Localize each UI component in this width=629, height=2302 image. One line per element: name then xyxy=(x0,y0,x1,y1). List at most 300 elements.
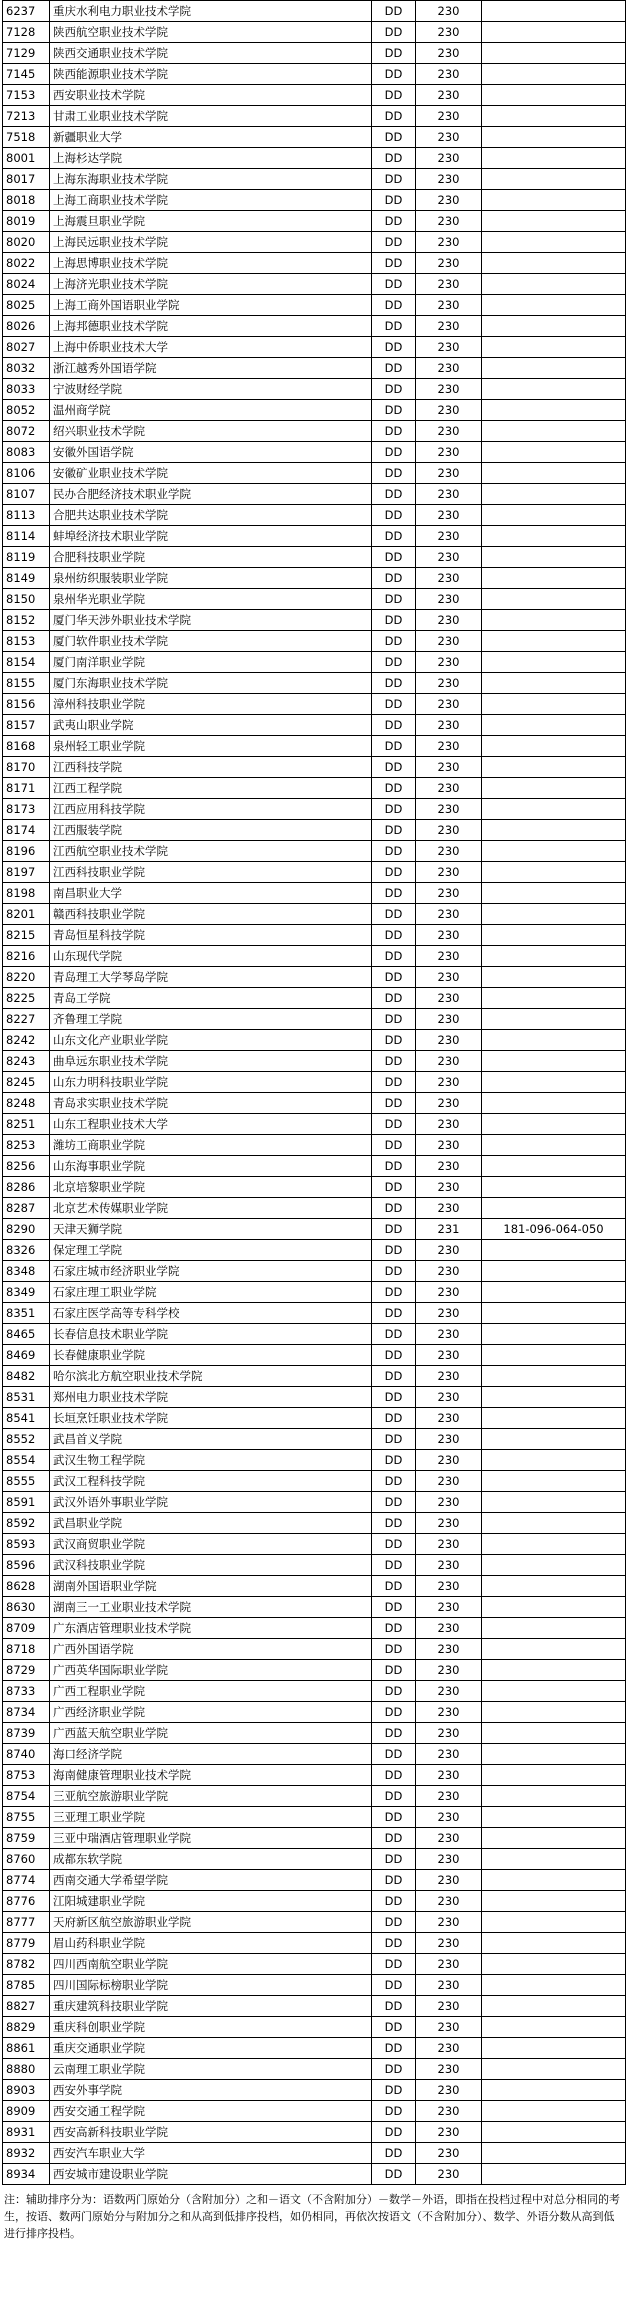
category: DD xyxy=(372,631,416,652)
min-score: 230 xyxy=(416,1933,482,1954)
table-row xyxy=(3,1072,626,1093)
min-score: 230 xyxy=(416,2038,482,2059)
school-code: 8032 xyxy=(3,358,50,379)
table-row xyxy=(3,715,626,736)
category: DD xyxy=(372,1345,416,1366)
school-code: 8171 xyxy=(3,778,50,799)
table-row xyxy=(3,925,626,946)
tiebreak-score xyxy=(482,2101,626,2122)
school-name: 云南理工职业学院 xyxy=(50,2059,372,2080)
min-score: 230 xyxy=(416,211,482,232)
tiebreak-score xyxy=(482,610,626,631)
category: DD xyxy=(372,1786,416,1807)
table-row xyxy=(3,253,626,274)
tiebreak-score xyxy=(482,1198,626,1219)
min-score: 230 xyxy=(416,568,482,589)
min-score: 230 xyxy=(416,967,482,988)
min-score: 230 xyxy=(416,1,482,22)
school-name: 陕西航空职业技术学院 xyxy=(50,22,372,43)
school-code: 8596 xyxy=(3,1555,50,1576)
school-code: 8119 xyxy=(3,547,50,568)
min-score: 230 xyxy=(416,778,482,799)
tiebreak-score xyxy=(482,967,626,988)
tiebreak-score xyxy=(482,1093,626,1114)
school-code: 8155 xyxy=(3,673,50,694)
school-name: 北京培黎职业学院 xyxy=(50,1177,372,1198)
tiebreak-score xyxy=(482,589,626,610)
table-row xyxy=(3,1261,626,1282)
min-score: 230 xyxy=(416,400,482,421)
min-score: 230 xyxy=(416,841,482,862)
school-code: 8709 xyxy=(3,1618,50,1639)
school-code: 8348 xyxy=(3,1261,50,1282)
school-name: 民办合肥经济技术职业学院 xyxy=(50,484,372,505)
table-row xyxy=(3,1849,626,1870)
school-code: 8198 xyxy=(3,883,50,904)
school-code: 8170 xyxy=(3,757,50,778)
table-row xyxy=(3,547,626,568)
category: DD xyxy=(372,2164,416,2185)
category: DD xyxy=(372,526,416,547)
category: DD xyxy=(372,1324,416,1345)
min-score: 230 xyxy=(416,988,482,1009)
category: DD xyxy=(372,1891,416,1912)
school-code: 8755 xyxy=(3,1807,50,1828)
tiebreak-score xyxy=(482,106,626,127)
category: DD xyxy=(372,85,416,106)
min-score: 230 xyxy=(416,1261,482,1282)
school-name: 泉州纺织服装职业学院 xyxy=(50,568,372,589)
category: DD xyxy=(372,1870,416,1891)
school-name: 江西服装学院 xyxy=(50,820,372,841)
school-code: 8242 xyxy=(3,1030,50,1051)
category: DD xyxy=(372,337,416,358)
category: DD xyxy=(372,1702,416,1723)
table-row xyxy=(3,526,626,547)
school-name: 成都东软学院 xyxy=(50,1849,372,1870)
table-row xyxy=(3,883,626,904)
min-score: 230 xyxy=(416,169,482,190)
table-row xyxy=(3,1513,626,1534)
min-score: 230 xyxy=(416,2080,482,2101)
table-row xyxy=(3,106,626,127)
tiebreak-score xyxy=(482,778,626,799)
tiebreak-score xyxy=(482,1765,626,1786)
min-score: 230 xyxy=(416,1555,482,1576)
school-code: 8025 xyxy=(3,295,50,316)
tiebreak-score xyxy=(482,2143,626,2164)
tiebreak-score xyxy=(482,1870,626,1891)
tiebreak-score xyxy=(482,43,626,64)
tiebreak-score xyxy=(482,1156,626,1177)
min-score: 230 xyxy=(416,379,482,400)
table-row xyxy=(3,148,626,169)
school-code: 8253 xyxy=(3,1135,50,1156)
table-row xyxy=(3,2164,626,2185)
tiebreak-score xyxy=(482,568,626,589)
school-name: 上海杉达学院 xyxy=(50,148,372,169)
school-code: 8753 xyxy=(3,1765,50,1786)
school-code: 8157 xyxy=(3,715,50,736)
min-score: 230 xyxy=(416,232,482,253)
tiebreak-score xyxy=(482,1,626,22)
min-score: 230 xyxy=(416,1765,482,1786)
school-name: 江阳城建职业学院 xyxy=(50,1891,372,1912)
category: DD xyxy=(372,379,416,400)
table-row xyxy=(3,316,626,337)
school-name: 上海邦德职业技术学院 xyxy=(50,316,372,337)
table-row xyxy=(3,1471,626,1492)
school-name: 厦门东海职业技术学院 xyxy=(50,673,372,694)
table-row xyxy=(3,1912,626,1933)
table-row xyxy=(3,2080,626,2101)
tiebreak-score xyxy=(482,1933,626,1954)
table-row xyxy=(3,64,626,85)
table-row xyxy=(3,1009,626,1030)
school-name: 天津天狮学院 xyxy=(50,1219,372,1240)
tiebreak-score xyxy=(482,463,626,484)
school-code: 8154 xyxy=(3,652,50,673)
table-row xyxy=(3,1303,626,1324)
min-score: 230 xyxy=(416,337,482,358)
category: DD xyxy=(372,1240,416,1261)
table-row xyxy=(3,1366,626,1387)
school-code: 8001 xyxy=(3,148,50,169)
school-name: 长春信息技术职业学院 xyxy=(50,1324,372,1345)
school-name: 保定理工学院 xyxy=(50,1240,372,1261)
table-row xyxy=(3,1429,626,1450)
category: DD xyxy=(372,1093,416,1114)
school-name: 海南健康管理职业技术学院 xyxy=(50,1765,372,1786)
min-score: 230 xyxy=(416,1681,482,1702)
category: DD xyxy=(372,1597,416,1618)
school-code: 8251 xyxy=(3,1114,50,1135)
min-score: 230 xyxy=(416,1198,482,1219)
category: DD xyxy=(372,820,416,841)
category: DD xyxy=(372,1723,416,1744)
school-code: 8227 xyxy=(3,1009,50,1030)
school-name: 广西蓝天航空职业学院 xyxy=(50,1723,372,1744)
school-name: 西安职业技术学院 xyxy=(50,85,372,106)
school-name: 海口经济学院 xyxy=(50,1744,372,1765)
school-name: 绍兴职业技术学院 xyxy=(50,421,372,442)
school-name: 郑州电力职业技术学院 xyxy=(50,1387,372,1408)
school-code: 8469 xyxy=(3,1345,50,1366)
tiebreak-score xyxy=(482,1387,626,1408)
min-score: 230 xyxy=(416,1954,482,1975)
school-code: 8020 xyxy=(3,232,50,253)
table-row xyxy=(3,1408,626,1429)
school-name: 上海济光职业技术学院 xyxy=(50,274,372,295)
category: DD xyxy=(372,1135,416,1156)
category: DD xyxy=(372,1912,416,1933)
tiebreak-score xyxy=(482,1303,626,1324)
table-row xyxy=(3,589,626,610)
school-code: 8554 xyxy=(3,1450,50,1471)
school-code: 7153 xyxy=(3,85,50,106)
min-score: 230 xyxy=(416,757,482,778)
min-score: 230 xyxy=(416,1282,482,1303)
table-row xyxy=(3,1723,626,1744)
tiebreak-score xyxy=(482,1408,626,1429)
table-row xyxy=(3,484,626,505)
min-score: 230 xyxy=(416,1051,482,1072)
min-score: 230 xyxy=(416,1744,482,1765)
category: DD xyxy=(372,694,416,715)
tiebreak-score xyxy=(482,1660,626,1681)
category: DD xyxy=(372,1177,416,1198)
school-name: 青岛求实职业技术学院 xyxy=(50,1093,372,1114)
table-row xyxy=(3,1282,626,1303)
tiebreak-score xyxy=(482,1240,626,1261)
tiebreak-score xyxy=(482,694,626,715)
school-name: 青岛恒星科技学院 xyxy=(50,925,372,946)
school-code: 8153 xyxy=(3,631,50,652)
category: DD xyxy=(372,1933,416,1954)
tiebreak-score xyxy=(482,64,626,85)
school-code: 8934 xyxy=(3,2164,50,2185)
table-row xyxy=(3,631,626,652)
school-name: 西安交通工程学院 xyxy=(50,2101,372,2122)
min-score: 230 xyxy=(416,1030,482,1051)
school-name: 合肥科技职业学院 xyxy=(50,547,372,568)
table-row xyxy=(3,1702,626,1723)
table-row xyxy=(3,967,626,988)
table-row xyxy=(3,1681,626,1702)
category: DD xyxy=(372,148,416,169)
min-score: 230 xyxy=(416,484,482,505)
school-name: 西安城市建设职业学院 xyxy=(50,2164,372,2185)
category: DD xyxy=(372,652,416,673)
category: DD xyxy=(372,421,416,442)
min-score: 230 xyxy=(416,1429,482,1450)
category: DD xyxy=(372,295,416,316)
tiebreak-score xyxy=(482,1261,626,1282)
category: DD xyxy=(372,1996,416,2017)
school-name: 合肥共达职业技术学院 xyxy=(50,505,372,526)
school-code: 8018 xyxy=(3,190,50,211)
tiebreak-score xyxy=(482,505,626,526)
school-name: 西安汽车职业大学 xyxy=(50,2143,372,2164)
score-table-body xyxy=(3,1,626,2185)
tiebreak-score xyxy=(482,85,626,106)
table-row xyxy=(3,2143,626,2164)
min-score: 230 xyxy=(416,1996,482,2017)
school-name: 漳州科技职业学院 xyxy=(50,694,372,715)
footnote: 注：辅助排序分为：语数两门原始分（含附加分）之和－语文（不含附加分）－数学－外语，即指在投档过程中对总分相同的考生，按语、数两门原始分与附加分之和从高到低排序投档，如仍相同，再依次按语文（不含附加分）、数学、外语分数从高到低进行排序投档。 xyxy=(4,2193,620,2240)
tiebreak-score xyxy=(482,358,626,379)
school-code: 8777 xyxy=(3,1912,50,1933)
table-row xyxy=(3,505,626,526)
school-code: 8593 xyxy=(3,1534,50,1555)
min-score: 230 xyxy=(416,736,482,757)
school-code: 8880 xyxy=(3,2059,50,2080)
school-code: 8168 xyxy=(3,736,50,757)
category: DD xyxy=(372,400,416,421)
min-score: 230 xyxy=(416,1513,482,1534)
tiebreak-score xyxy=(482,1324,626,1345)
school-code: 8628 xyxy=(3,1576,50,1597)
school-code: 8174 xyxy=(3,820,50,841)
school-name: 赣西科技职业学院 xyxy=(50,904,372,925)
category: DD xyxy=(372,2017,416,2038)
min-score: 230 xyxy=(416,1450,482,1471)
min-score: 230 xyxy=(416,904,482,925)
school-code: 8052 xyxy=(3,400,50,421)
min-score: 230 xyxy=(416,127,482,148)
category: DD xyxy=(372,190,416,211)
school-name: 厦门南洋职业学院 xyxy=(50,652,372,673)
min-score: 230 xyxy=(416,1786,482,1807)
min-score: 230 xyxy=(416,1093,482,1114)
table-row xyxy=(3,379,626,400)
category: DD xyxy=(372,1282,416,1303)
table-row xyxy=(3,1198,626,1219)
table-row xyxy=(3,1324,626,1345)
tiebreak-score xyxy=(482,841,626,862)
category: DD xyxy=(372,1303,416,1324)
school-name: 西安高新科技职业学院 xyxy=(50,2122,372,2143)
min-score: 230 xyxy=(416,253,482,274)
school-name: 上海工商外国语职业学院 xyxy=(50,295,372,316)
school-code: 8107 xyxy=(3,484,50,505)
min-score: 230 xyxy=(416,1660,482,1681)
category: DD xyxy=(372,1681,416,1702)
category: DD xyxy=(372,505,416,526)
school-code: 8774 xyxy=(3,1870,50,1891)
category: DD xyxy=(372,463,416,484)
min-score: 230 xyxy=(416,1723,482,1744)
tiebreak-score xyxy=(482,1912,626,1933)
school-name: 广东酒店管理职业技术学院 xyxy=(50,1618,372,1639)
category: DD xyxy=(372,1639,416,1660)
tiebreak-score xyxy=(482,1975,626,1996)
min-score: 230 xyxy=(416,1849,482,1870)
school-name: 武汉生物工程学院 xyxy=(50,1450,372,1471)
category: DD xyxy=(372,1219,416,1240)
table-row xyxy=(3,799,626,820)
school-name: 上海中侨职业技术大学 xyxy=(50,337,372,358)
min-score: 230 xyxy=(416,1324,482,1345)
min-score: 230 xyxy=(416,1702,482,1723)
school-code: 8733 xyxy=(3,1681,50,1702)
school-code: 7129 xyxy=(3,43,50,64)
school-name: 长垣烹饪职业技术学院 xyxy=(50,1408,372,1429)
category: DD xyxy=(372,736,416,757)
table-row xyxy=(3,295,626,316)
min-score: 230 xyxy=(416,631,482,652)
tiebreak-score xyxy=(482,1009,626,1030)
school-code: 8245 xyxy=(3,1072,50,1093)
school-code: 6237 xyxy=(3,1,50,22)
school-name: 青岛理工大学琴岛学院 xyxy=(50,967,372,988)
category: DD xyxy=(372,568,416,589)
min-score: 230 xyxy=(416,2122,482,2143)
category: DD xyxy=(372,673,416,694)
school-name: 石家庄医学高等专科学校 xyxy=(50,1303,372,1324)
school-name: 蚌埠经济技术职业学院 xyxy=(50,526,372,547)
school-code: 8779 xyxy=(3,1933,50,1954)
category: DD xyxy=(372,1849,416,1870)
school-name: 安徽矿业职业技术学院 xyxy=(50,463,372,484)
school-name: 北京艺术传媒职业学院 xyxy=(50,1198,372,1219)
min-score: 230 xyxy=(416,1114,482,1135)
min-score: 230 xyxy=(416,442,482,463)
tiebreak-score xyxy=(482,1282,626,1303)
min-score: 230 xyxy=(416,610,482,631)
min-score: 230 xyxy=(416,1177,482,1198)
category: DD xyxy=(372,2059,416,2080)
table-row xyxy=(3,1492,626,1513)
min-score: 230 xyxy=(416,64,482,85)
category: DD xyxy=(372,442,416,463)
school-name: 山东海事职业学院 xyxy=(50,1156,372,1177)
category: DD xyxy=(372,2143,416,2164)
tiebreak-score xyxy=(482,1597,626,1618)
table-row xyxy=(3,1051,626,1072)
school-code: 8156 xyxy=(3,694,50,715)
tiebreak-score xyxy=(482,2059,626,2080)
school-code: 8033 xyxy=(3,379,50,400)
school-code: 8759 xyxy=(3,1828,50,1849)
min-score: 230 xyxy=(416,1240,482,1261)
school-code: 8201 xyxy=(3,904,50,925)
school-code: 8026 xyxy=(3,316,50,337)
table-row xyxy=(3,1660,626,1681)
category: DD xyxy=(372,715,416,736)
category: DD xyxy=(372,484,416,505)
tiebreak-score xyxy=(482,1996,626,2017)
category: DD xyxy=(372,1450,416,1471)
school-code: 8173 xyxy=(3,799,50,820)
table-row xyxy=(3,127,626,148)
min-score: 230 xyxy=(416,1009,482,1030)
table-row xyxy=(3,1639,626,1660)
school-code: 8197 xyxy=(3,862,50,883)
min-score: 230 xyxy=(416,85,482,106)
category: DD xyxy=(372,946,416,967)
school-code: 8114 xyxy=(3,526,50,547)
min-score: 230 xyxy=(416,862,482,883)
min-score: 230 xyxy=(416,358,482,379)
tiebreak-score xyxy=(482,1471,626,1492)
tiebreak-score xyxy=(482,736,626,757)
table-row xyxy=(3,2101,626,2122)
school-name: 天府新区航空旅游职业学院 xyxy=(50,1912,372,1933)
school-name: 哈尔滨北方航空职业技术学院 xyxy=(50,1366,372,1387)
category: DD xyxy=(372,862,416,883)
school-code: 8349 xyxy=(3,1282,50,1303)
tiebreak-score xyxy=(482,379,626,400)
school-name: 江西科技学院 xyxy=(50,757,372,778)
category: DD xyxy=(372,1429,416,1450)
school-code: 8225 xyxy=(3,988,50,1009)
tiebreak-score xyxy=(482,1681,626,1702)
table-row xyxy=(3,1219,626,1240)
min-score: 230 xyxy=(416,2017,482,2038)
school-name: 湖南外国语职业学院 xyxy=(50,1576,372,1597)
category: DD xyxy=(372,1051,416,1072)
min-score: 230 xyxy=(416,1534,482,1555)
school-code: 8286 xyxy=(3,1177,50,1198)
min-score: 230 xyxy=(416,694,482,715)
school-name: 曲阜远东职业技术学院 xyxy=(50,1051,372,1072)
school-code: 8718 xyxy=(3,1639,50,1660)
school-name: 齐鲁理工学院 xyxy=(50,1009,372,1030)
category: DD xyxy=(372,589,416,610)
school-code: 8754 xyxy=(3,1786,50,1807)
category: DD xyxy=(372,904,416,925)
